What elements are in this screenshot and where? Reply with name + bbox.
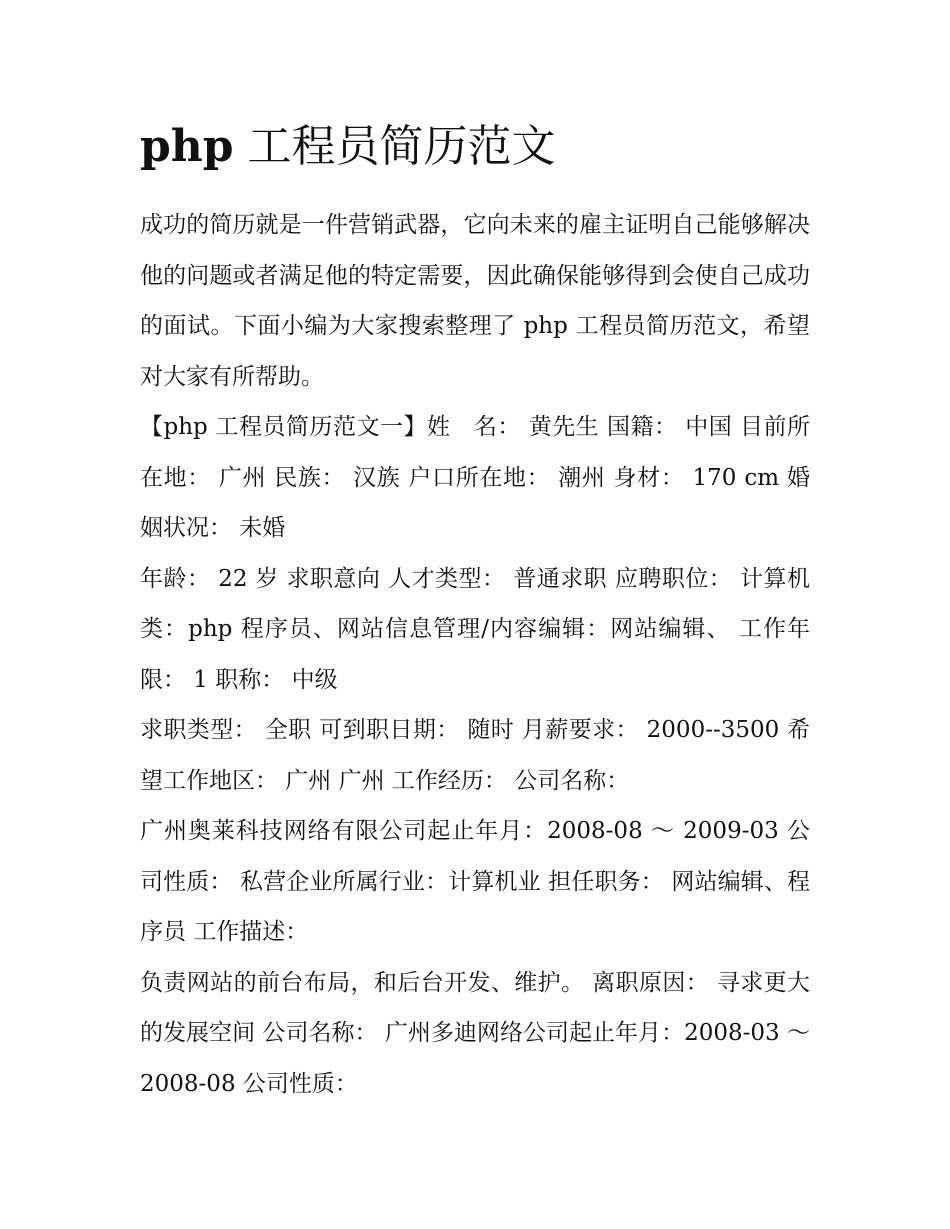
document-title (140, 112, 810, 182)
job-intention-paragraph: 年龄： 22 岁 求职意向 人才类型： 普通求职 应聘职位： 计算机类：php 程序员、网站信息管理/内容编辑：网站编辑、 工作年限： 1 职称： 中级 (140, 565, 810, 693)
document-page (140, 112, 810, 1109)
intro-paragraph: 成功的简历就是一件营销武器，它向未来的雇主证明自己能够解决他的问题或者满足他的特定需要，因此确保能够得到会使自己成功的面试。下面小编为大家搜索整理了 php 工程员简历范文，希望对大家有所帮助。 (140, 212, 810, 390)
title-text: 工程员简历范文 (233, 121, 556, 172)
title-latin: php (140, 121, 234, 172)
job-type-paragraph: 求职类型： 全职 可到职日期： 随时 月薪要求： 2000--3500 希望工作地区： 广州 广州 工作经历： 公司名称： (140, 717, 810, 794)
work-description-paragraph: 负责网站的前台布局，和后台开发、维护。 离职原因： 寻求更大的发展空间 公司名称： 广州多迪网络公司起止年月：2008-03 ～ 2008-08 公司性质： (140, 969, 810, 1097)
work-experience-paragraph: 广州奥莱科技网络有限公司起止年月：2008-08 ～ 2009-03 公司性质： 私营企业所属行业：计算机业 担任职务： 网站编辑、程序员 工作描述： (140, 818, 810, 945)
personal-info-paragraph: 【php 工程员简历范文一】姓 名： 黄先生 国籍： 中国 目前所在地： 广州 民族： 汉族 户口所在地： 潮州 身材： 170 cm 婚姻状况： 未婚 (140, 414, 810, 541)
